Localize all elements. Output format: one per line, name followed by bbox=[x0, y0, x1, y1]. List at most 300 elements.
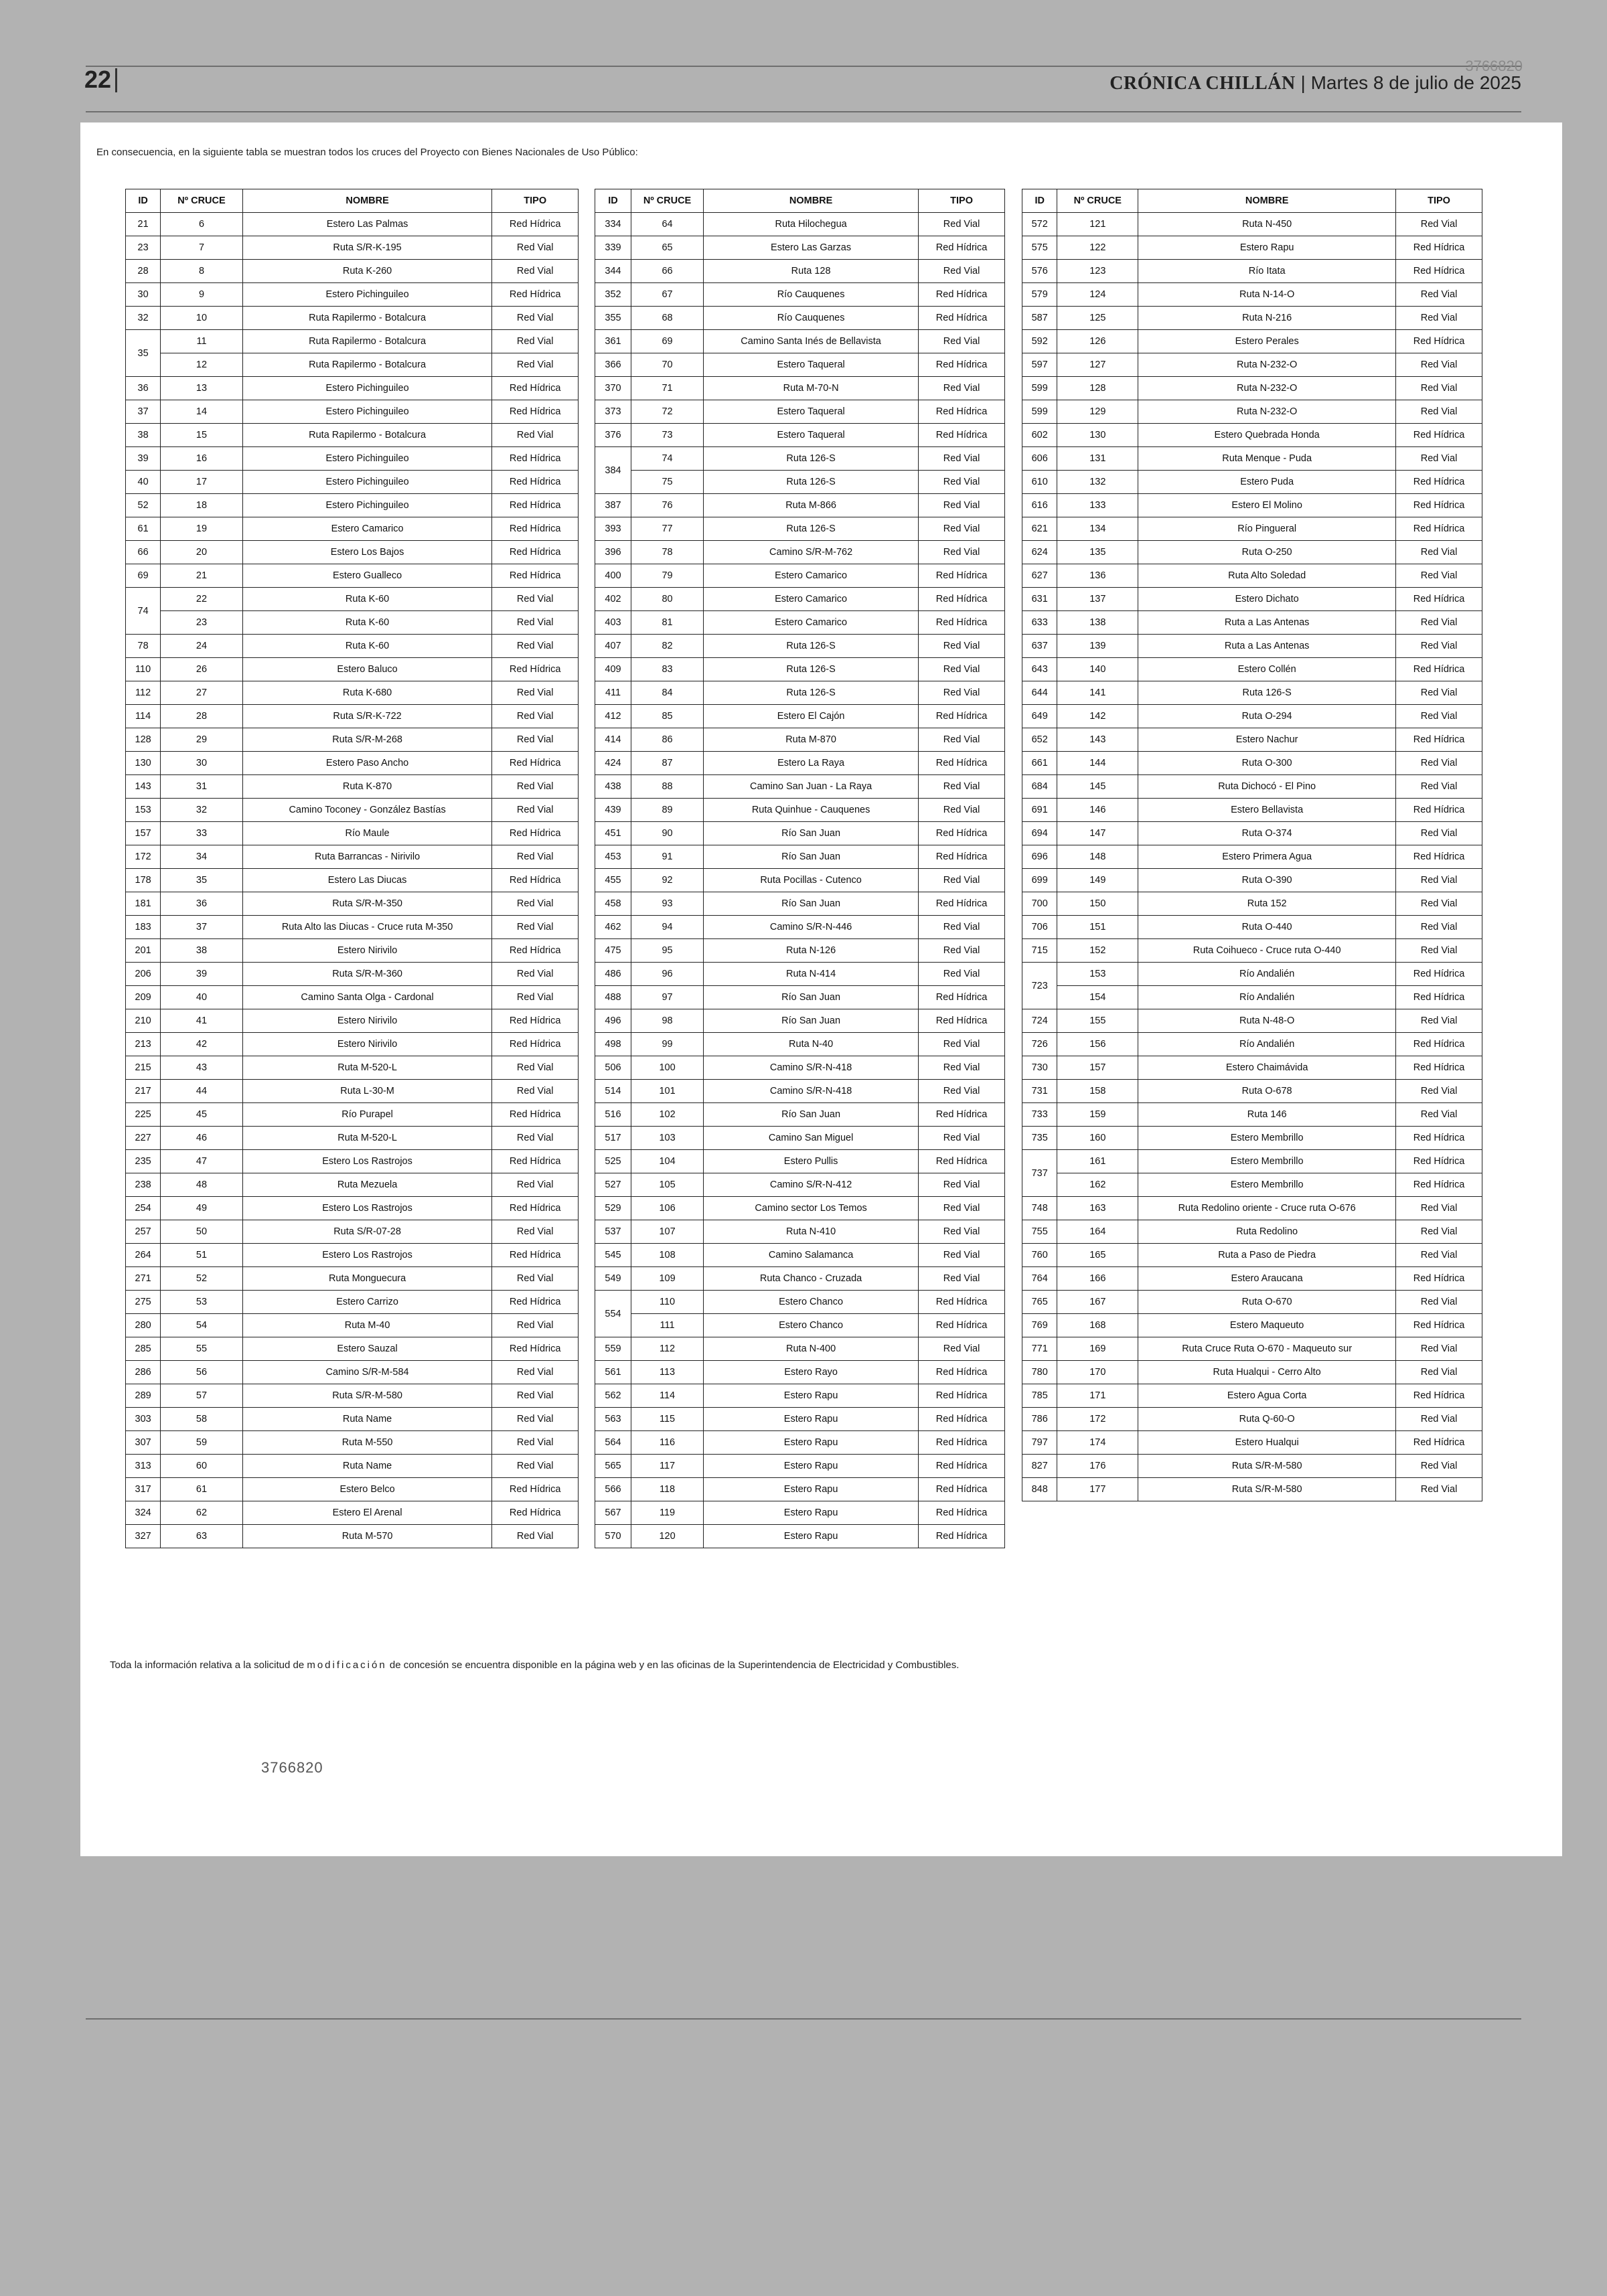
cell-id: 785 bbox=[1022, 1384, 1057, 1408]
cell-nombre: Ruta O-300 bbox=[1138, 752, 1396, 775]
cell-tipo: Red Vial bbox=[1396, 939, 1482, 963]
cell-nombre: Estero Rapu bbox=[704, 1525, 919, 1548]
cell-tipo: Red Hídrica bbox=[1396, 494, 1482, 517]
table-row bbox=[595, 1478, 1005, 1501]
cell-tipo: Red Vial bbox=[919, 260, 1005, 283]
cell-nombre: Estero Rapu bbox=[704, 1501, 919, 1525]
cell-id: 637 bbox=[1022, 635, 1057, 658]
cell-nombre: Ruta Barrancas - Nirivilo bbox=[242, 845, 492, 869]
cell-tipo: Red Hídrica bbox=[1396, 986, 1482, 1009]
table-row bbox=[126, 1244, 579, 1267]
cell-tipo: Red Hídrica bbox=[919, 283, 1005, 307]
cell-id: 114 bbox=[126, 705, 161, 728]
cell-cruce: 61 bbox=[161, 1478, 243, 1501]
cell-tipo: Red Vial bbox=[492, 611, 579, 635]
cell-id: 206 bbox=[126, 963, 161, 986]
cell-id: 387 bbox=[595, 494, 631, 517]
table-row bbox=[1022, 1361, 1482, 1384]
table-row bbox=[595, 517, 1005, 541]
cell-tipo: Red Vial bbox=[919, 658, 1005, 681]
cell-tipo: Red Hídrica bbox=[492, 1103, 579, 1127]
cell-id: 599 bbox=[1022, 377, 1057, 400]
cell-id: 691 bbox=[1022, 799, 1057, 822]
cell-tipo: Red Vial bbox=[1396, 564, 1482, 588]
cell-nombre: Estero Bellavista bbox=[1138, 799, 1396, 822]
cell-nombre: Estero Pichinguileo bbox=[242, 283, 492, 307]
cell-nombre: Ruta a Las Antenas bbox=[1138, 611, 1396, 635]
cell-tipo: Red Hídrica bbox=[492, 377, 579, 400]
table-row bbox=[126, 283, 579, 307]
cell-cruce: 91 bbox=[631, 845, 704, 869]
column-header-cruce: Nº CRUCE bbox=[1057, 189, 1138, 213]
cell-cruce: 10 bbox=[161, 307, 243, 330]
cell-nombre: Ruta Redolino bbox=[1138, 1220, 1396, 1244]
cell-id: 592 bbox=[1022, 330, 1057, 353]
cell-nombre: Ruta N-414 bbox=[704, 963, 919, 986]
table-row bbox=[595, 1220, 1005, 1244]
table-row bbox=[1022, 260, 1482, 283]
cell-tipo: Red Hídrica bbox=[1396, 1384, 1482, 1408]
cell-id: 527 bbox=[595, 1173, 631, 1197]
table-row bbox=[595, 1525, 1005, 1548]
table-row bbox=[1022, 330, 1482, 353]
cell-cruce: 44 bbox=[161, 1080, 243, 1103]
cell-tipo: Red Hídrica bbox=[492, 471, 579, 494]
cell-id: 561 bbox=[595, 1361, 631, 1384]
table-row bbox=[595, 1244, 1005, 1267]
cell-tipo: Red Vial bbox=[492, 1525, 579, 1548]
cell-id: 451 bbox=[595, 822, 631, 845]
table-row bbox=[126, 564, 579, 588]
cell-cruce: 158 bbox=[1057, 1080, 1138, 1103]
cell-tipo: Red Hídrica bbox=[492, 869, 579, 892]
cell-cruce: 156 bbox=[1057, 1033, 1138, 1056]
cell-nombre: Estero Pichinguileo bbox=[242, 447, 492, 471]
cell-cruce: 33 bbox=[161, 822, 243, 845]
table-row bbox=[595, 916, 1005, 939]
table-row bbox=[126, 892, 579, 916]
cell-nombre: Río Andalién bbox=[1138, 963, 1396, 986]
table-row bbox=[1022, 1080, 1482, 1103]
table-row bbox=[595, 588, 1005, 611]
cell-id: 28 bbox=[126, 260, 161, 283]
cell-cruce: 64 bbox=[631, 213, 704, 236]
cell-nombre: Ruta Alto Soledad bbox=[1138, 564, 1396, 588]
cell-id: 563 bbox=[595, 1408, 631, 1431]
page-number-divider bbox=[115, 68, 117, 92]
column-header-id: ID bbox=[1022, 189, 1057, 213]
cell-nombre: Estero Taqueral bbox=[704, 353, 919, 377]
table-row bbox=[1022, 541, 1482, 564]
cell-tipo: Red Vial bbox=[919, 1197, 1005, 1220]
cell-tipo: Red Vial bbox=[919, 916, 1005, 939]
cell-id: 631 bbox=[1022, 588, 1057, 611]
table-row bbox=[595, 775, 1005, 799]
cell-id: 764 bbox=[1022, 1267, 1057, 1291]
table-row bbox=[595, 330, 1005, 353]
cell-cruce: 78 bbox=[631, 541, 704, 564]
table-row bbox=[126, 1056, 579, 1080]
cell-tipo: Red Hídrica bbox=[492, 213, 579, 236]
cell-tipo: Red Hídrica bbox=[1396, 1127, 1482, 1150]
cell-id: 627 bbox=[1022, 564, 1057, 588]
cell-id: 488 bbox=[595, 986, 631, 1009]
cell-nombre: Ruta S/R-07-28 bbox=[242, 1220, 492, 1244]
cell-nombre: Río Cauquenes bbox=[704, 307, 919, 330]
table-row bbox=[126, 541, 579, 564]
cell-tipo: Red Hídrica bbox=[492, 1337, 579, 1361]
cell-tipo: Red Vial bbox=[1396, 681, 1482, 705]
cell-id: 286 bbox=[126, 1361, 161, 1384]
table-row bbox=[595, 564, 1005, 588]
table-row bbox=[126, 728, 579, 752]
masthead bbox=[1109, 72, 1521, 94]
table-row bbox=[126, 1173, 579, 1197]
table-row bbox=[126, 260, 579, 283]
cell-nombre: Camino Santa Olga - Cardonal bbox=[242, 986, 492, 1009]
cell-id: 324 bbox=[126, 1501, 161, 1525]
cell-tipo: Red Hídrica bbox=[919, 1314, 1005, 1337]
cell-nombre: Estero Chanco bbox=[704, 1314, 919, 1337]
cell-cruce: 31 bbox=[161, 775, 243, 799]
cell-nombre: Estero Primera Agua bbox=[1138, 845, 1396, 869]
cell-id: 21 bbox=[126, 213, 161, 236]
cell-id: 621 bbox=[1022, 517, 1057, 541]
cell-tipo: Red Vial bbox=[1396, 307, 1482, 330]
cell-tipo: Red Hídrica bbox=[919, 986, 1005, 1009]
cell-nombre: Ruta 128 bbox=[704, 260, 919, 283]
cell-id: 235 bbox=[126, 1150, 161, 1173]
cell-nombre: Estero Carrizo bbox=[242, 1291, 492, 1314]
cell-nombre: Ruta Cruce Ruta O-670 - Maqueuto sur bbox=[1138, 1337, 1396, 1361]
cell-nombre: Ruta N-14-O bbox=[1138, 283, 1396, 307]
cell-nombre: Ruta O-390 bbox=[1138, 869, 1396, 892]
cell-tipo: Red Hídrica bbox=[492, 1244, 579, 1267]
cell-nombre: Estero Las Diucas bbox=[242, 869, 492, 892]
cell-nombre: Estero Rapu bbox=[704, 1478, 919, 1501]
cell-tipo: Red Hídrica bbox=[492, 1150, 579, 1173]
cell-nombre: Estero Rapu bbox=[704, 1408, 919, 1431]
cell-id: 280 bbox=[126, 1314, 161, 1337]
table-row bbox=[595, 986, 1005, 1009]
cell-nombre: Río San Juan bbox=[704, 986, 919, 1009]
cell-nombre: Ruta N-126 bbox=[704, 939, 919, 963]
cell-cruce: 133 bbox=[1057, 494, 1138, 517]
cell-tipo: Red Hídrica bbox=[492, 1291, 579, 1314]
table-row bbox=[126, 330, 579, 353]
cell-tipo: Red Hídrica bbox=[919, 424, 1005, 447]
cell-nombre: Estero Agua Corta bbox=[1138, 1384, 1396, 1408]
cell-cruce: 54 bbox=[161, 1314, 243, 1337]
table-row bbox=[595, 1408, 1005, 1431]
table-row bbox=[595, 681, 1005, 705]
cell-cruce: 166 bbox=[1057, 1267, 1138, 1291]
cell-cruce: 49 bbox=[161, 1197, 243, 1220]
column-header-cruce: Nº CRUCE bbox=[161, 189, 243, 213]
cell-nombre: Estero Membrillo bbox=[1138, 1127, 1396, 1150]
cell-nombre: Ruta 126-S bbox=[704, 517, 919, 541]
cell-id: 153 bbox=[126, 799, 161, 822]
table-row bbox=[595, 1009, 1005, 1033]
cell-tipo: Red Vial bbox=[919, 1127, 1005, 1150]
cell-cruce: 157 bbox=[1057, 1056, 1138, 1080]
cell-tipo: Red Hídrica bbox=[1396, 845, 1482, 869]
cell-id: 516 bbox=[595, 1103, 631, 1127]
cell-tipo: Red Hídrica bbox=[919, 1408, 1005, 1431]
table-row bbox=[126, 963, 579, 986]
cell-cruce: 21 bbox=[161, 564, 243, 588]
cell-id: 209 bbox=[126, 986, 161, 1009]
cell-nombre: Ruta Hilochegua bbox=[704, 213, 919, 236]
cell-tipo: Red Hídrica bbox=[919, 307, 1005, 330]
cell-tipo: Red Vial bbox=[1396, 822, 1482, 845]
cell-nombre: Ruta Chanco - Cruzada bbox=[704, 1267, 919, 1291]
cell-nombre: Ruta Rapilermo - Botalcura bbox=[242, 330, 492, 353]
cell-nombre: Estero El Cajón bbox=[704, 705, 919, 728]
cell-id: 616 bbox=[1022, 494, 1057, 517]
cell-cruce: 55 bbox=[161, 1337, 243, 1361]
cell-id: 400 bbox=[595, 564, 631, 588]
table-row bbox=[1022, 1244, 1482, 1267]
cell-nombre: Ruta O-250 bbox=[1138, 541, 1396, 564]
cell-cruce: 159 bbox=[1057, 1103, 1138, 1127]
cell-nombre: Ruta O-440 bbox=[1138, 916, 1396, 939]
cell-cruce: 97 bbox=[631, 986, 704, 1009]
table-row bbox=[1022, 1009, 1482, 1033]
cell-id: 506 bbox=[595, 1056, 631, 1080]
cell-tipo: Red Hídrica bbox=[492, 1033, 579, 1056]
table-row bbox=[1022, 236, 1482, 260]
cell-tipo: Red Vial bbox=[492, 260, 579, 283]
cell-nombre: Estero Gualleco bbox=[242, 564, 492, 588]
cell-tipo: Red Hídrica bbox=[919, 564, 1005, 588]
cell-nombre: Ruta Quinhue - Cauquenes bbox=[704, 799, 919, 822]
cell-id: 37 bbox=[126, 400, 161, 424]
cell-nombre: Estero Los Rastrojos bbox=[242, 1150, 492, 1173]
cell-cruce: 140 bbox=[1057, 658, 1138, 681]
cell-nombre: Ruta 126-S bbox=[704, 635, 919, 658]
cell-tipo: Red Vial bbox=[1396, 541, 1482, 564]
cell-id: 361 bbox=[595, 330, 631, 353]
cell-tipo: Red Vial bbox=[492, 681, 579, 705]
cell-id: 644 bbox=[1022, 681, 1057, 705]
cell-cruce: 56 bbox=[161, 1361, 243, 1384]
table-row bbox=[1022, 611, 1482, 635]
cell-id: 529 bbox=[595, 1197, 631, 1220]
cell-id: 700 bbox=[1022, 892, 1057, 916]
cell-cruce: 60 bbox=[161, 1455, 243, 1478]
cell-tipo: Red Vial bbox=[1396, 705, 1482, 728]
cell-nombre: Estero Camarico bbox=[704, 611, 919, 635]
table-row bbox=[1022, 517, 1482, 541]
table-row bbox=[126, 213, 579, 236]
cell-tipo: Red Vial bbox=[919, 1267, 1005, 1291]
table-row bbox=[126, 588, 579, 611]
cell-tipo: Red Vial bbox=[492, 1173, 579, 1197]
table-row bbox=[1022, 1197, 1482, 1220]
cell-nombre: Río San Juan bbox=[704, 1103, 919, 1127]
cell-tipo: Red Vial bbox=[1396, 752, 1482, 775]
cell-id: 271 bbox=[126, 1267, 161, 1291]
cell-nombre: Ruta M-866 bbox=[704, 494, 919, 517]
column-header-id: ID bbox=[595, 189, 631, 213]
cell-cruce: 83 bbox=[631, 658, 704, 681]
table-row bbox=[1022, 400, 1482, 424]
cell-tipo: Red Vial bbox=[919, 869, 1005, 892]
cell-tipo: Red Hídrica bbox=[1396, 1033, 1482, 1056]
cell-id: 567 bbox=[595, 1501, 631, 1525]
cell-tipo: Red Vial bbox=[1396, 353, 1482, 377]
cell-cruce: 32 bbox=[161, 799, 243, 822]
cell-nombre: Ruta N-232-O bbox=[1138, 377, 1396, 400]
table-row bbox=[1022, 447, 1482, 471]
cell-nombre: Ruta Mezuela bbox=[242, 1173, 492, 1197]
cell-cruce: 94 bbox=[631, 916, 704, 939]
cell-id: 215 bbox=[126, 1056, 161, 1080]
cell-tipo: Red Hídrica bbox=[492, 400, 579, 424]
cell-nombre: Ruta N-48-O bbox=[1138, 1009, 1396, 1033]
cell-id: 517 bbox=[595, 1127, 631, 1150]
table-row bbox=[126, 236, 579, 260]
header-bottom-rule bbox=[86, 111, 1521, 112]
cell-nombre: Camino S/R-N-418 bbox=[704, 1056, 919, 1080]
cell-cruce: 89 bbox=[631, 799, 704, 822]
cell-cruce: 162 bbox=[1057, 1173, 1138, 1197]
cell-id: 130 bbox=[126, 752, 161, 775]
table-row bbox=[595, 1501, 1005, 1525]
cell-id: 684 bbox=[1022, 775, 1057, 799]
cell-nombre: Estero Pichinguileo bbox=[242, 494, 492, 517]
cell-cruce: 74 bbox=[631, 447, 704, 471]
cell-nombre: Ruta N-400 bbox=[704, 1337, 919, 1361]
cell-tipo: Red Vial bbox=[492, 963, 579, 986]
cell-tipo: Red Vial bbox=[492, 1056, 579, 1080]
cell-tipo: Red Vial bbox=[919, 517, 1005, 541]
cell-tipo: Red Vial bbox=[919, 799, 1005, 822]
cell-cruce: 58 bbox=[161, 1408, 243, 1431]
cell-tipo: Red Hídrica bbox=[1396, 799, 1482, 822]
cell-id: 566 bbox=[595, 1478, 631, 1501]
cell-id: 514 bbox=[595, 1080, 631, 1103]
cell-tipo: Red Hídrica bbox=[492, 494, 579, 517]
table-row bbox=[126, 1291, 579, 1314]
cell-nombre: Estero El Molino bbox=[1138, 494, 1396, 517]
table-row bbox=[595, 658, 1005, 681]
cell-nombre: Ruta 126-S bbox=[704, 471, 919, 494]
cell-id: 264 bbox=[126, 1244, 161, 1267]
table-row bbox=[595, 1455, 1005, 1478]
cell-cruce: 7 bbox=[161, 236, 243, 260]
cell-id: 730 bbox=[1022, 1056, 1057, 1080]
cell-cruce: 88 bbox=[631, 775, 704, 799]
cell-nombre: Ruta S/R-K-722 bbox=[242, 705, 492, 728]
cell-cruce: 111 bbox=[631, 1314, 704, 1337]
table-row bbox=[126, 845, 579, 869]
table-row bbox=[1022, 728, 1482, 752]
cell-tipo: Red Vial bbox=[919, 471, 1005, 494]
cell-tipo: Red Vial bbox=[919, 1033, 1005, 1056]
notice-sheet bbox=[80, 122, 1562, 1856]
cell-tipo: Red Hídrica bbox=[919, 1525, 1005, 1548]
cell-tipo: Red Vial bbox=[492, 916, 579, 939]
cell-tipo: Red Vial bbox=[1396, 1478, 1482, 1501]
cell-cruce: 39 bbox=[161, 963, 243, 986]
table-row bbox=[126, 799, 579, 822]
table-row bbox=[126, 681, 579, 705]
cell-id: 128 bbox=[126, 728, 161, 752]
column-header-tipo: TIPO bbox=[919, 189, 1005, 213]
cell-nombre: Ruta N-40 bbox=[704, 1033, 919, 1056]
footer-note-part1: Toda la información relativa a la solicitud de bbox=[110, 1659, 305, 1671]
cell-cruce: 167 bbox=[1057, 1291, 1138, 1314]
cell-tipo: Red Vial bbox=[492, 236, 579, 260]
cell-cruce: 160 bbox=[1057, 1127, 1138, 1150]
cell-tipo: Red Vial bbox=[1396, 1197, 1482, 1220]
cell-tipo: Red Hídrica bbox=[1396, 1267, 1482, 1291]
cell-cruce: 147 bbox=[1057, 822, 1138, 845]
cell-tipo: Red Hídrica bbox=[1396, 1314, 1482, 1337]
cell-id: 486 bbox=[595, 963, 631, 986]
cell-nombre: Río Cauquenes bbox=[704, 283, 919, 307]
cell-id: 52 bbox=[126, 494, 161, 517]
column-header-id: ID bbox=[126, 189, 161, 213]
cell-tipo: Red Hídrica bbox=[492, 939, 579, 963]
cell-tipo: Red Hídrica bbox=[1396, 728, 1482, 752]
cell-id: 455 bbox=[595, 869, 631, 892]
cell-tipo: Red Hídrica bbox=[1396, 1173, 1482, 1197]
cell-id: 724 bbox=[1022, 1009, 1057, 1033]
table-row bbox=[1022, 283, 1482, 307]
cell-nombre: Estero Las Garzas bbox=[704, 236, 919, 260]
cell-nombre: Camino Salamanca bbox=[704, 1244, 919, 1267]
cell-nombre: Estero Dichato bbox=[1138, 588, 1396, 611]
cell-id: 39 bbox=[126, 447, 161, 471]
cell-tipo: Red Vial bbox=[492, 1314, 579, 1337]
cell-tipo: Red Hídrica bbox=[492, 564, 579, 588]
table-row bbox=[126, 1408, 579, 1431]
table-row bbox=[1022, 822, 1482, 845]
cell-id: 624 bbox=[1022, 541, 1057, 564]
cell-id: 370 bbox=[595, 377, 631, 400]
table-row bbox=[595, 353, 1005, 377]
cell-id: 610 bbox=[1022, 471, 1057, 494]
table-row bbox=[126, 705, 579, 728]
cell-cruce: 59 bbox=[161, 1431, 243, 1455]
table-row bbox=[595, 845, 1005, 869]
cell-tipo: Red Vial bbox=[919, 775, 1005, 799]
table-row bbox=[595, 1337, 1005, 1361]
table-row bbox=[126, 1501, 579, 1525]
cell-nombre: Ruta Rapilermo - Botalcura bbox=[242, 424, 492, 447]
cell-cruce: 137 bbox=[1057, 588, 1138, 611]
table-row bbox=[126, 1431, 579, 1455]
cell-tipo: Red Hídrica bbox=[1396, 1431, 1482, 1455]
cell-tipo: Red Hídrica bbox=[919, 1384, 1005, 1408]
cell-nombre: Río Andalién bbox=[1138, 986, 1396, 1009]
cell-id: 602 bbox=[1022, 424, 1057, 447]
cell-nombre: Ruta Coihueco - Cruce ruta O-440 bbox=[1138, 939, 1396, 963]
cell-id: 409 bbox=[595, 658, 631, 681]
cell-tipo: Red Vial bbox=[492, 307, 579, 330]
cell-tipo: Red Vial bbox=[919, 1337, 1005, 1361]
cell-id: 339 bbox=[595, 236, 631, 260]
cell-nombre: Estero Los Rastrojos bbox=[242, 1197, 492, 1220]
cell-tipo: Red Vial bbox=[492, 1408, 579, 1431]
cell-cruce: 90 bbox=[631, 822, 704, 845]
cell-tipo: Red Vial bbox=[919, 728, 1005, 752]
cell-id: 402 bbox=[595, 588, 631, 611]
cell-cruce: 144 bbox=[1057, 752, 1138, 775]
